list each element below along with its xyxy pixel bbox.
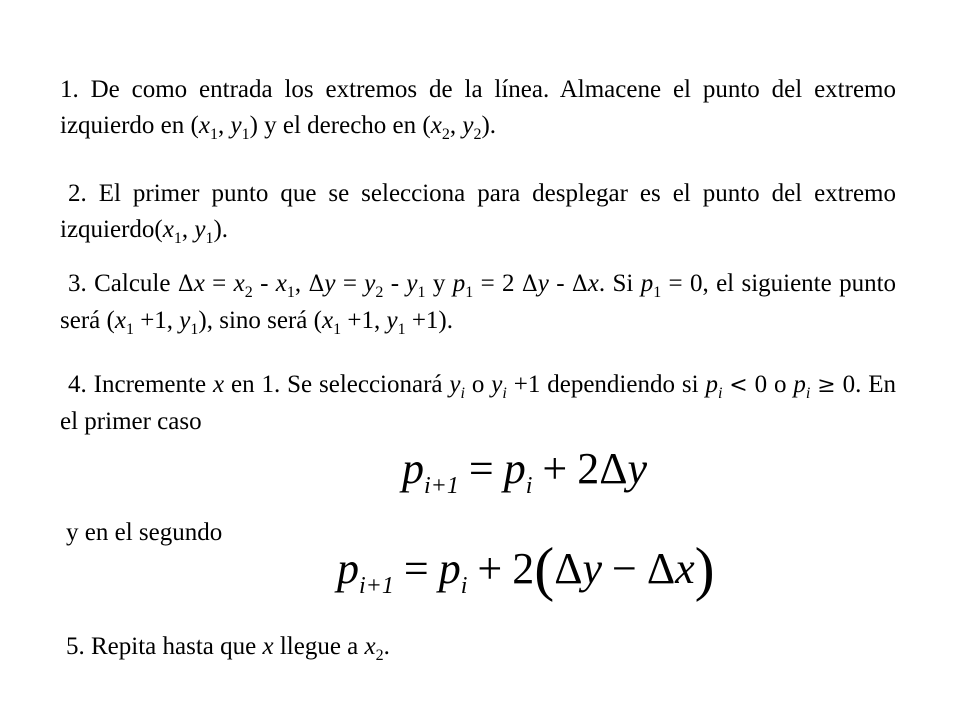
second-case-caption: y en el segundo xyxy=(66,519,223,546)
equation-case-1: $p_{i+1} = p_i + 2\Delta y$ xyxy=(402,444,648,499)
step-5-paragraph: 5. Repita hasta que x llegue a $x_2$. xyxy=(66,633,390,664)
equation-case-2: $p_{i+1} = p_i + 2(\Delta y - \Delta x)$ xyxy=(337,536,715,602)
step-1-paragraph: 1. De como entrada los extremos de la línea. Almacene el punto del extremo izquierdo en ($x_1$, $y_1$) y el derecho en ($x_2$, $y_2$). xyxy=(60,76,896,143)
step-4-paragraph: 4. Incremente x en 1. Se seleccionará $y_i$ o $y_i +1$ dependiendo si $p_i < 0$ o $p_i \ge 0$. En el primer caso xyxy=(60,371,897,435)
step-3-paragraph: 3. Calcule $\Delta x = x_2 - x_1$, $\Delta y = y_2 - y_1$ y $p_1 = 2$ Δy - Δx. Si $p_1 = 0$, el siguiente punto será ($x_1 +1$, $y_1$), sino será ($x_1 +1$, $y_1 +1$). xyxy=(60,270,897,338)
step-2-paragraph: 2. El primer punto que se selecciona para desplegar es el punto del extremo $izquierdo(x_1$, $y_1$). xyxy=(60,180,896,247)
